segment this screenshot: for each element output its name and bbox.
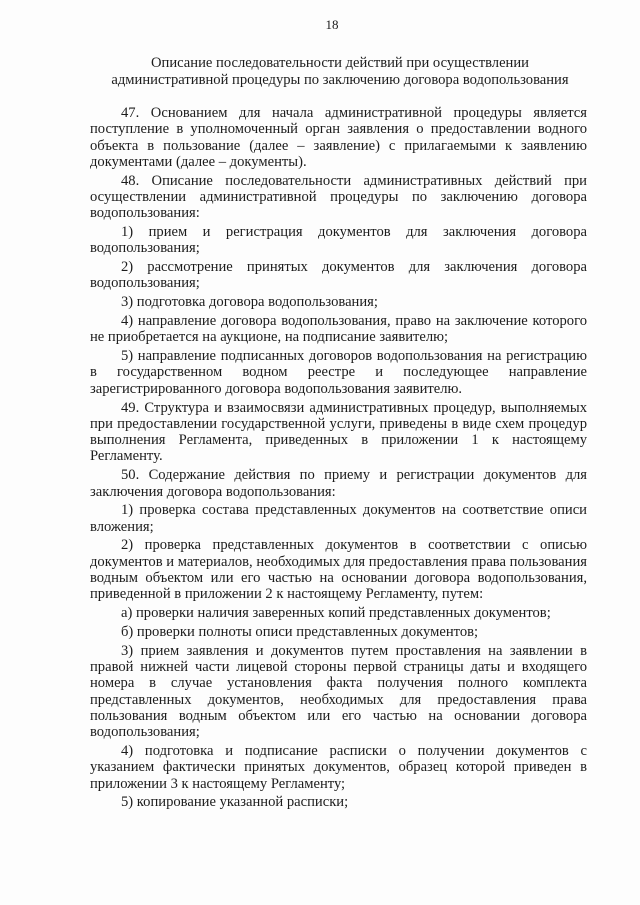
section-title-line-1: Описание последовательности действий при осуществлении xyxy=(150,55,529,71)
list-item-48-5: 5) направление подписанных договоров водопользования на регистрацию в государственном водном реестре и последующее направление зарегистрированного договора водопользования заявителю. xyxy=(90,348,587,397)
list-item-50-1: 1) проверка состава представленных документов на соответствие описи вложения; xyxy=(90,502,587,535)
list-item-48-4: 4) направление договора водопользования, право на заключение которого не приобретается на аукционе, на подписание заявителю; xyxy=(90,313,587,346)
paragraph-48: 48. Описание последовательности административных действий при осуществлении административной процедуры по заключению договора водопользования: xyxy=(90,172,587,222)
paragraph-49: 49. Структура и взаимосвязи административных процедур, выполняемых при предоставлении государственной услуги, приведены в виде схем процедур выполнения Регламента, приведенных в приложении 1 к настоящему Регламенту. xyxy=(90,399,587,465)
list-item-50-2-a: а) проверки наличия заверенных копий представленных документов; xyxy=(121,605,551,622)
paragraph-47: 47. Основанием для начала административной процедуры является поступление в уполномоченный орган заявления о предоставлении водного объекта в пользование (далее – заявление) с прилагаемыми к заявлению документами (далее – документы). xyxy=(90,105,587,170)
list-item-50-2-b: б) проверки полноты описи представленных документов; xyxy=(121,623,479,640)
section-title xyxy=(90,55,590,89)
paragraph-50: 50. Содержание действия по приему и регистрации документов для заключения договора водопользования: xyxy=(90,467,587,500)
section-title-line-2: административной процедуры по заключению договора водопользования xyxy=(111,72,569,88)
list-item-50-4: 4) подготовка и подписание расписки о получении документов с указанием фактически принятых документов, образец которой приведен в приложении 3 к настоящему Регламенту; xyxy=(90,742,587,792)
list-item-48-2: 2) рассмотрение принятых документов для заключения договора водопользования; xyxy=(90,259,587,292)
list-item-50-3: 3) прием заявления и документов путем проставления на заявлении в правой нижней части лицевой стороны первой страницы даты и входящего номера в случае установления факта получения полного комплекта представленных документов, необходимых для предоставления права пользования водным объектом или его частью на основании договора водопользования; xyxy=(90,642,587,741)
list-item-50-5: 5) копирование указанной расписки; xyxy=(121,794,349,811)
document-body xyxy=(90,105,587,813)
list-item-48-3: 3) подготовка договора водопользования; xyxy=(121,294,378,311)
page-number: 18 xyxy=(325,17,339,32)
list-item-50-2: 2) проверка представленных документов в соответствии с описью документов и материалов, необходимых для предоставления права пользования водным объектом или его частью на основании договора водопользования, приведенной в приложении 2 к настоящему Регламенту, путем: xyxy=(90,537,587,603)
list-item-48-1: 1) прием и регистрация документов для заключения договора водопользования; xyxy=(90,224,587,257)
